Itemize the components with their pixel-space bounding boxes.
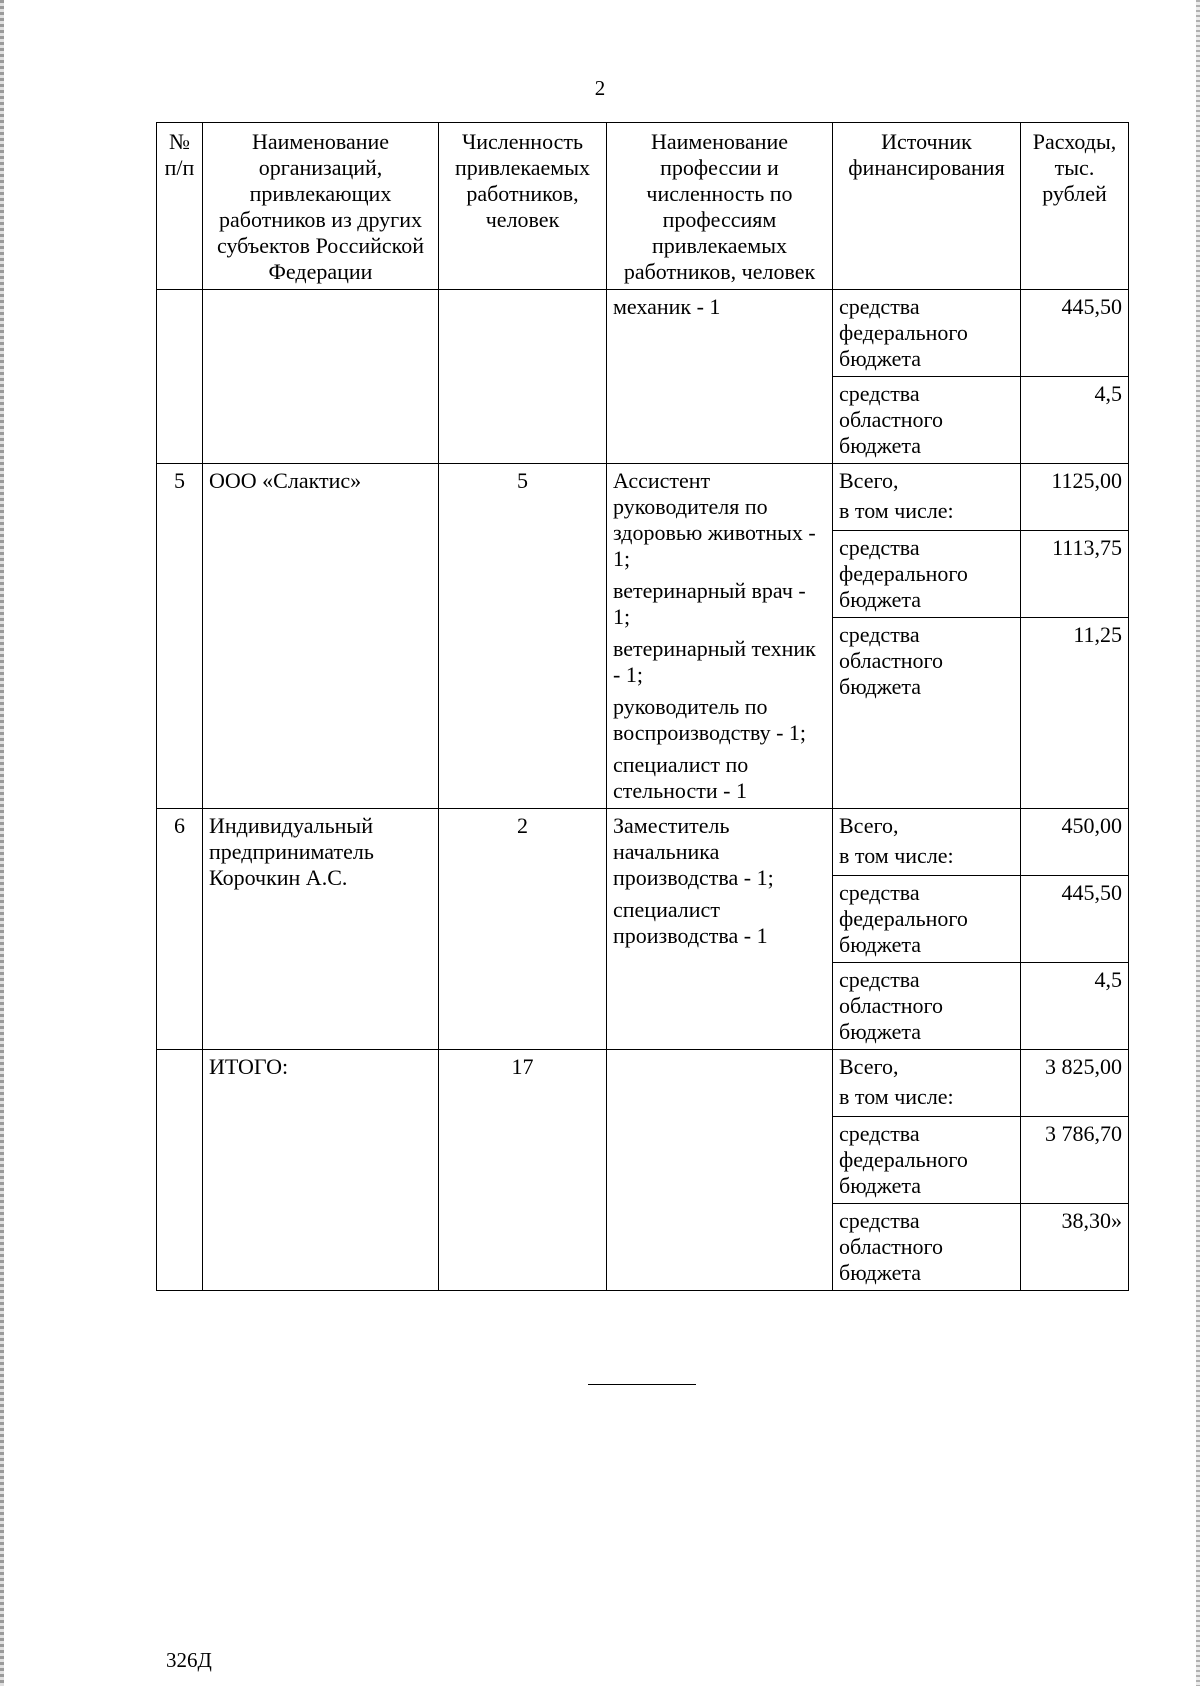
total-sublabel: в том числе:: [839, 498, 954, 523]
total-label: Всего,: [839, 1054, 899, 1079]
grand-total-count: 17: [439, 1050, 607, 1291]
table-row-6-total: [157, 809, 1129, 876]
profession-item: специалист по стельности - 1: [613, 752, 749, 803]
value-total: 3 825,00: [1021, 1050, 1129, 1117]
cell-empty: [157, 290, 203, 464]
page-number: 2: [594, 76, 606, 100]
profession-item: Ассистент руководителя по здоровью животных - 1;: [613, 468, 816, 571]
end-separator-line: [588, 1384, 696, 1385]
source-federal: средства федерального бюджета: [833, 876, 1021, 963]
profession-cell: механик - 1: [607, 290, 833, 464]
header-profession: Наименование профессии и численность по профессиям привлекаемых работников, человек: [607, 123, 833, 290]
cell-empty: [157, 1050, 203, 1291]
value-total: 450,00: [1021, 809, 1129, 876]
value-federal: 445,50: [1021, 876, 1129, 963]
value-regional: 4,5: [1021, 377, 1129, 464]
total-sublabel: в том числе:: [839, 1084, 954, 1109]
table-row-5-total: [157, 464, 1129, 531]
profession-item: Заместитель начальника производства - 1;: [613, 813, 774, 890]
org-name: ООО «Слактис»: [203, 464, 439, 809]
worker-count: 2: [439, 809, 607, 1050]
header-num: № п/п: [157, 123, 203, 290]
source-regional: средства областного бюджета: [833, 618, 1021, 809]
source-federal: средства федерального бюджета: [833, 290, 1021, 377]
cell-empty: [439, 290, 607, 464]
profession-list: [607, 809, 833, 1050]
worker-count: 5: [439, 464, 607, 809]
table-row-grand-total: [157, 1050, 1129, 1117]
expenses-table: [156, 122, 1129, 1291]
total-sublabel: в том числе:: [839, 843, 954, 868]
source-total: [833, 464, 1021, 531]
source-total: [833, 1050, 1021, 1117]
profession-item: специалист производства - 1: [613, 897, 768, 948]
source-federal: средства федерального бюджета: [833, 1117, 1021, 1204]
cell-empty: [203, 290, 439, 464]
profession-item: ветеринарный врач - 1;: [613, 578, 806, 629]
source-regional: средства областного бюджета: [833, 377, 1021, 464]
value-federal: 445,50: [1021, 290, 1129, 377]
header-org: Наименование организаций, привлекающих работников из других субъектов Российской Федерации: [203, 123, 439, 290]
grand-total-label: ИТОГО:: [203, 1050, 439, 1291]
total-label: Всего,: [839, 813, 899, 838]
org-name: Индивидуальный предприниматель Корочкин А.С.: [203, 809, 439, 1050]
source-federal: средства федерального бюджета: [833, 531, 1021, 618]
profession-item: руководитель по воспроизводству - 1;: [613, 694, 807, 745]
row-number: 6: [157, 809, 203, 1050]
header-source: Источник финансирования: [833, 123, 1021, 290]
value-federal: 1113,75: [1021, 531, 1129, 618]
profession-item: ветеринарный техник - 1;: [613, 636, 816, 687]
source-total: [833, 809, 1021, 876]
cell-empty: [607, 1050, 833, 1291]
value-federal: 3 786,70: [1021, 1117, 1129, 1204]
header-count: Численность привлекаемых работников, человек: [439, 123, 607, 290]
value-total: 1125,00: [1021, 464, 1129, 531]
header-row: [157, 123, 1129, 290]
row-number: 5: [157, 464, 203, 809]
value-regional: 11,25: [1021, 618, 1129, 809]
value-regional: 4,5: [1021, 963, 1129, 1050]
source-regional: средства областного бюджета: [833, 1204, 1021, 1291]
total-label: Всего,: [839, 468, 899, 493]
source-regional: средства областного бюджета: [833, 963, 1021, 1050]
header-expenses: Расходы, тыс. рублей: [1021, 123, 1129, 290]
scan-edge-right: [1196, 0, 1200, 1686]
document-code: 326Д: [166, 1648, 212, 1672]
value-regional: 38,30»: [1021, 1204, 1129, 1291]
profession-list: [607, 464, 833, 809]
table-row-continuation-federal: [157, 290, 1129, 377]
scan-edge-left: [0, 0, 4, 1686]
